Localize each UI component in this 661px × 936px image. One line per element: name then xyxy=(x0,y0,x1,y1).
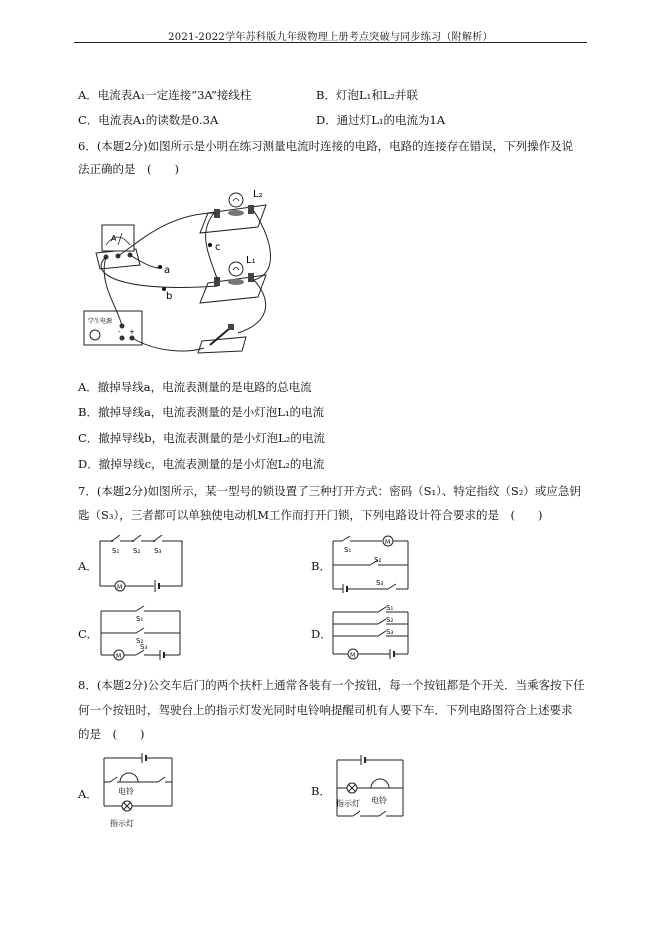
svg-text:S₁: S₁ xyxy=(386,604,394,612)
q6-option-b: B．撤掉导线a，电流表测量的是小灯泡L₁的电流 xyxy=(78,405,325,419)
q8-stem-line2: 何一个按钮时，驾驶台上的指示灯发光同时电铃响提醒司机有人要下车．下列电路图符合上述要求 xyxy=(78,703,573,717)
svg-text:指示灯: 指示灯 xyxy=(110,819,134,828)
svg-text:S₂: S₂ xyxy=(374,556,382,564)
q7-circuit-d xyxy=(330,602,412,664)
q7-circuit-b xyxy=(330,535,412,593)
q7-option-d-label: D． xyxy=(311,627,332,641)
page-header: 2021-2022学年苏科版九年级物理上册考点突破与同步练习（附解析） xyxy=(168,32,493,43)
svg-text:电铃: 电铃 xyxy=(371,796,387,805)
q5-option-b: B．灯泡L₁和L₂并联 xyxy=(316,88,418,102)
q7-stem-line1: 7．(本题2分)如图所示，某一型号的锁设置了三种打开方式：密码（S₁）、特定指纹（S₂）或应急钥 xyxy=(78,484,581,498)
svg-text:S₃: S₃ xyxy=(386,628,394,636)
q6-stem-line2: 法正确的是 ( ) xyxy=(78,162,179,176)
q8-circuit-a xyxy=(100,752,176,832)
q6-option-a: A．撤掉导线a，电流表测量的是电路的总电流 xyxy=(78,380,312,394)
q8-stem-line3: 的是 ( ) xyxy=(78,727,145,741)
q8-circuit-b xyxy=(333,754,407,822)
header-rule xyxy=(74,42,587,43)
q8-option-b-label: B． xyxy=(311,784,331,798)
knife-switch xyxy=(198,337,246,353)
q5-option-c: C．电流表A₁的读数是0.3A xyxy=(78,113,219,127)
svg-text:S₂: S₂ xyxy=(133,547,141,555)
q5-option-d: D．通过灯L₁的电流为1A xyxy=(316,113,446,127)
q7-option-a-label: A． xyxy=(78,559,98,573)
q7-stem-line2: 匙（S₃），三者都可以单独使电动机M工作而打开门锁，下列电路设计符合要求的是 ( ) xyxy=(78,508,543,522)
svg-text:S₂: S₂ xyxy=(136,637,144,645)
svg-text:S₃: S₃ xyxy=(376,579,384,587)
wire-c-label: c xyxy=(215,242,221,253)
wire-b-label: b xyxy=(166,291,173,302)
l2-terminal-right xyxy=(248,205,254,214)
q6-circuit-figure xyxy=(78,183,278,355)
svg-text:S₃: S₃ xyxy=(140,643,148,651)
l2-label: L₂ xyxy=(253,189,263,200)
svg-text:M: M xyxy=(117,584,123,591)
q7-option-b-label: B． xyxy=(311,559,331,573)
q8-stem-line1: 8．(本题2分)公交车后门的两个扶杆上通常各装有一个按钮，每一个按钮都是个开关．当乘客按下任 xyxy=(78,678,585,692)
svg-text:S₁: S₁ xyxy=(136,615,144,623)
svg-text:S₂: S₂ xyxy=(386,616,394,624)
ammeter-icon xyxy=(102,225,134,251)
q7-circuit-a xyxy=(98,535,186,593)
supply-label: 学生电源 xyxy=(88,318,113,325)
svg-text:M: M xyxy=(385,539,391,546)
q5-option-a: A．电流表A₁一定连接“3A”接线柱 xyxy=(78,88,252,102)
svg-text:+: + xyxy=(129,328,135,336)
wire-a-label: a xyxy=(164,265,171,276)
q7-circuit-c xyxy=(98,605,184,663)
l1-label: L₁ xyxy=(246,255,256,266)
svg-text:M: M xyxy=(116,653,122,660)
svg-text:S₃: S₃ xyxy=(154,547,162,555)
svg-text:指示灯: 指示灯 xyxy=(336,799,360,808)
svg-text:S₁: S₁ xyxy=(112,547,120,555)
bell-icon xyxy=(120,773,138,782)
q8-option-a-label: A． xyxy=(78,787,98,801)
q6-option-d: D．撤掉导线c，电流表测量的是小灯泡L₂的电流 xyxy=(78,457,325,471)
l2-socket xyxy=(228,210,244,216)
q6-stem-line1: 6．(本题2分)如图所示是小明在练习测量电流时连接的电路，电路的连接存在错误，下列操作及说 xyxy=(78,139,574,153)
l2-bulb-icon xyxy=(229,193,243,207)
svg-text:电铃: 电铃 xyxy=(118,787,134,796)
svg-text:-: - xyxy=(118,328,121,336)
svg-text:M: M xyxy=(350,652,356,659)
q7-option-c-label: C． xyxy=(78,627,99,641)
ammeter-base xyxy=(96,249,140,269)
q6-option-c: C．撤掉导线b，电流表测量的是小灯泡L₂的电流 xyxy=(78,431,325,445)
ammeter-label: A xyxy=(111,234,117,243)
svg-text:S₁: S₁ xyxy=(344,546,352,554)
l1-bulb-icon xyxy=(229,262,243,276)
